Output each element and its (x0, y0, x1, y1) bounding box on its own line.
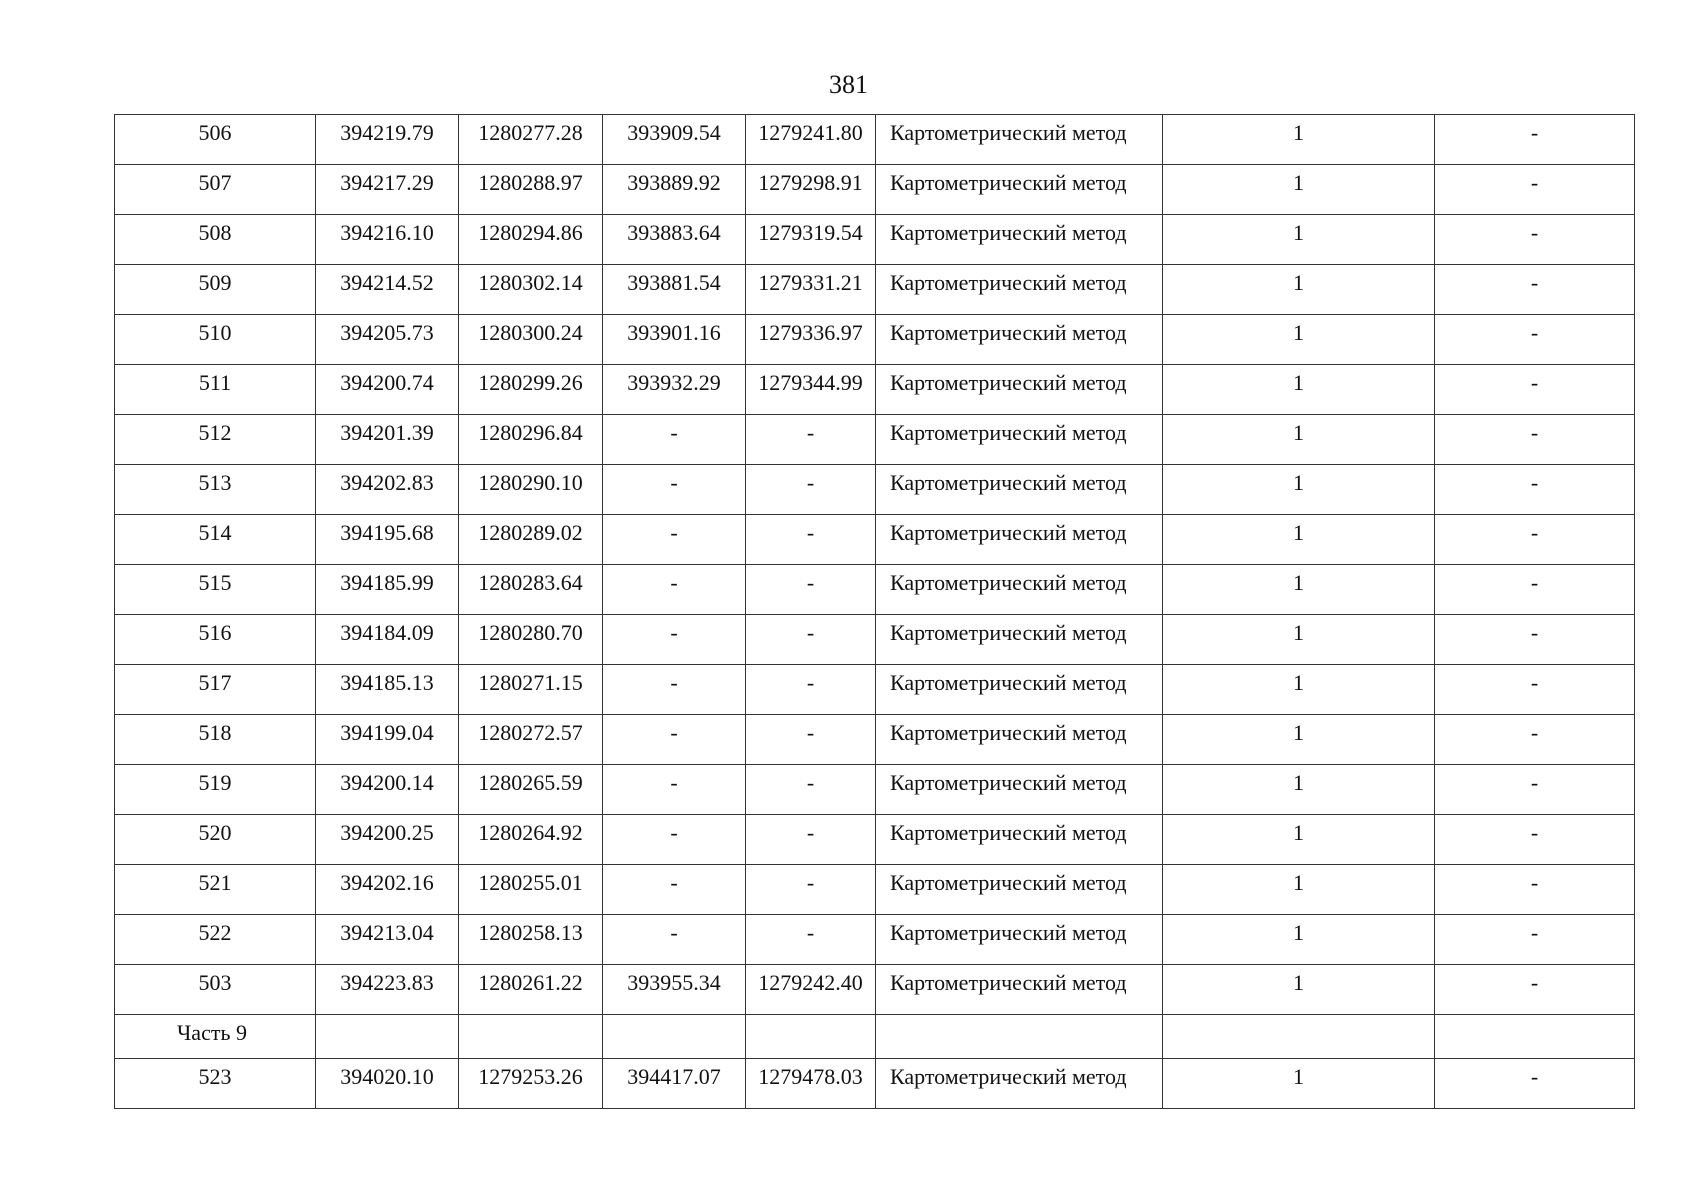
x-coordinate-2-cell: 393909.54 (603, 115, 746, 165)
method-cell: Картометрический метод (876, 365, 1163, 415)
point-number-cell: 509 (115, 265, 316, 315)
y-coordinate-2-cell: 1279242.40 (746, 965, 876, 1015)
x-coordinate-cell: 394184.09 (316, 615, 459, 665)
empty-cell (316, 1015, 459, 1059)
y-coordinate-cell: 1280265.59 (459, 765, 603, 815)
table-body (115, 115, 1635, 1109)
page-number: 381 (829, 70, 868, 99)
note-cell: - (1435, 615, 1635, 665)
note-cell: - (1435, 115, 1635, 165)
x-coordinate-2-cell: - (603, 765, 746, 815)
x-coordinate-2-cell: 393901.16 (603, 315, 746, 365)
note-cell: - (1435, 565, 1635, 615)
point-number-cell: 511 (115, 365, 316, 415)
x-coordinate-2-cell: - (603, 815, 746, 865)
method-cell: Картометрический метод (876, 815, 1163, 865)
x-coordinate-2-cell: - (603, 865, 746, 915)
accuracy-cell: 1 (1163, 915, 1435, 965)
table-row (115, 315, 1635, 365)
y-coordinate-2-cell: 1279319.54 (746, 215, 876, 265)
x-coordinate-2-cell: - (603, 665, 746, 715)
method-cell: Картометрический метод (876, 915, 1163, 965)
accuracy-cell: 1 (1163, 315, 1435, 365)
table-row (115, 915, 1635, 965)
x-coordinate-2-cell: 393955.34 (603, 965, 746, 1015)
empty-cell (746, 1015, 876, 1059)
note-cell: - (1435, 1059, 1635, 1109)
y-coordinate-cell: 1280296.84 (459, 415, 603, 465)
point-number-cell: 517 (115, 665, 316, 715)
x-coordinate-2-cell: 393881.54 (603, 265, 746, 315)
note-cell: - (1435, 915, 1635, 965)
point-number-cell: 521 (115, 865, 316, 915)
coordinates-table (114, 114, 1635, 1109)
note-cell: - (1435, 415, 1635, 465)
note-cell: - (1435, 815, 1635, 865)
x-coordinate-2-cell: 393883.64 (603, 215, 746, 265)
table-row (115, 1059, 1635, 1109)
y-coordinate-2-cell: - (746, 715, 876, 765)
x-coordinate-cell: 394185.99 (316, 565, 459, 615)
accuracy-cell: 1 (1163, 165, 1435, 215)
point-number-cell: 512 (115, 415, 316, 465)
y-coordinate-2-cell: - (746, 615, 876, 665)
accuracy-cell: 1 (1163, 215, 1435, 265)
y-coordinate-cell: 1280277.28 (459, 115, 603, 165)
method-cell: Картометрический метод (876, 865, 1163, 915)
y-coordinate-2-cell: 1279344.99 (746, 365, 876, 415)
note-cell: - (1435, 965, 1635, 1015)
y-coordinate-cell: 1280294.86 (459, 215, 603, 265)
y-coordinate-cell: 1280264.92 (459, 815, 603, 865)
y-coordinate-2-cell: - (746, 815, 876, 865)
accuracy-cell: 1 (1163, 565, 1435, 615)
y-coordinate-cell: 1280288.97 (459, 165, 603, 215)
method-cell: Картометрический метод (876, 415, 1163, 465)
x-coordinate-cell: 394202.83 (316, 465, 459, 515)
y-coordinate-2-cell: - (746, 765, 876, 815)
y-coordinate-cell: 1280290.10 (459, 465, 603, 515)
table-row (115, 465, 1635, 515)
accuracy-cell: 1 (1163, 865, 1435, 915)
x-coordinate-2-cell: - (603, 715, 746, 765)
note-cell: - (1435, 515, 1635, 565)
y-coordinate-2-cell: 1279298.91 (746, 165, 876, 215)
method-cell: Картометрический метод (876, 315, 1163, 365)
y-coordinate-cell: 1280271.15 (459, 665, 603, 715)
accuracy-cell: 1 (1163, 815, 1435, 865)
empty-cell (459, 1015, 603, 1059)
table-row (115, 665, 1635, 715)
y-coordinate-cell: 1280299.26 (459, 365, 603, 415)
x-coordinate-cell: 394217.29 (316, 165, 459, 215)
table-row (115, 765, 1635, 815)
point-number-cell: 503 (115, 965, 316, 1015)
point-number-cell: 520 (115, 815, 316, 865)
table-row (115, 515, 1635, 565)
method-cell: Картометрический метод (876, 165, 1163, 215)
y-coordinate-cell: 1280280.70 (459, 615, 603, 665)
x-coordinate-2-cell: 394417.07 (603, 1059, 746, 1109)
y-coordinate-2-cell: - (746, 665, 876, 715)
x-coordinate-2-cell: - (603, 565, 746, 615)
note-cell: - (1435, 315, 1635, 365)
method-cell: Картометрический метод (876, 215, 1163, 265)
point-number-cell: 516 (115, 615, 316, 665)
y-coordinate-cell: 1279253.26 (459, 1059, 603, 1109)
point-number-cell: 519 (115, 765, 316, 815)
y-coordinate-cell: 1280272.57 (459, 715, 603, 765)
x-coordinate-cell: 394200.14 (316, 765, 459, 815)
accuracy-cell: 1 (1163, 965, 1435, 1015)
point-number-cell: 522 (115, 915, 316, 965)
table-row (115, 615, 1635, 665)
x-coordinate-cell: 394200.25 (316, 815, 459, 865)
table-row (115, 865, 1635, 915)
method-cell: Картометрический метод (876, 715, 1163, 765)
y-coordinate-2-cell: 1279336.97 (746, 315, 876, 365)
accuracy-cell: 1 (1163, 615, 1435, 665)
note-cell: - (1435, 265, 1635, 315)
y-coordinate-cell: 1280261.22 (459, 965, 603, 1015)
method-cell: Картометрический метод (876, 615, 1163, 665)
accuracy-cell: 1 (1163, 115, 1435, 165)
y-coordinate-2-cell: - (746, 465, 876, 515)
table-row (115, 565, 1635, 615)
accuracy-cell: 1 (1163, 415, 1435, 465)
x-coordinate-2-cell: - (603, 915, 746, 965)
method-cell: Картометрический метод (876, 965, 1163, 1015)
y-coordinate-cell: 1280302.14 (459, 265, 603, 315)
point-number-cell: 507 (115, 165, 316, 215)
x-coordinate-2-cell: - (603, 465, 746, 515)
empty-cell (876, 1015, 1163, 1059)
x-coordinate-cell: 394219.79 (316, 115, 459, 165)
x-coordinate-cell: 394200.74 (316, 365, 459, 415)
y-coordinate-2-cell: - (746, 865, 876, 915)
x-coordinate-cell: 394216.10 (316, 215, 459, 265)
note-cell: - (1435, 765, 1635, 815)
method-cell: Картометрический метод (876, 465, 1163, 515)
accuracy-cell: 1 (1163, 715, 1435, 765)
point-number-cell: 508 (115, 215, 316, 265)
point-number-cell: 514 (115, 515, 316, 565)
note-cell: - (1435, 365, 1635, 415)
x-coordinate-cell: 394201.39 (316, 415, 459, 465)
accuracy-cell: 1 (1163, 265, 1435, 315)
section-row (115, 1015, 1635, 1059)
table-row (115, 415, 1635, 465)
table-row (115, 115, 1635, 165)
y-coordinate-cell: 1280300.24 (459, 315, 603, 365)
method-cell: Картометрический метод (876, 515, 1163, 565)
empty-cell (1435, 1015, 1635, 1059)
note-cell: - (1435, 665, 1635, 715)
x-coordinate-2-cell: - (603, 515, 746, 565)
x-coordinate-cell: 394195.68 (316, 515, 459, 565)
x-coordinate-cell: 394205.73 (316, 315, 459, 365)
y-coordinate-cell: 1280283.64 (459, 565, 603, 615)
x-coordinate-cell: 394223.83 (316, 965, 459, 1015)
y-coordinate-2-cell: - (746, 415, 876, 465)
accuracy-cell: 1 (1163, 1059, 1435, 1109)
accuracy-cell: 1 (1163, 765, 1435, 815)
accuracy-cell: 1 (1163, 365, 1435, 415)
accuracy-cell: 1 (1163, 515, 1435, 565)
empty-cell (603, 1015, 746, 1059)
y-coordinate-cell: 1280258.13 (459, 915, 603, 965)
x-coordinate-cell: 394020.10 (316, 1059, 459, 1109)
note-cell: - (1435, 165, 1635, 215)
x-coordinate-cell: 394185.13 (316, 665, 459, 715)
table-row (115, 715, 1635, 765)
section-label: Часть 9 (115, 1015, 316, 1059)
table-row (115, 215, 1635, 265)
method-cell: Картометрический метод (876, 665, 1163, 715)
y-coordinate-2-cell: - (746, 515, 876, 565)
x-coordinate-2-cell: - (603, 615, 746, 665)
x-coordinate-cell: 394214.52 (316, 265, 459, 315)
y-coordinate-2-cell: 1279478.03 (746, 1059, 876, 1109)
point-number-cell: 515 (115, 565, 316, 615)
table-row (115, 165, 1635, 215)
x-coordinate-2-cell: 393932.29 (603, 365, 746, 415)
accuracy-cell: 1 (1163, 665, 1435, 715)
empty-cell (1163, 1015, 1435, 1059)
method-cell: Картометрический метод (876, 265, 1163, 315)
note-cell: - (1435, 865, 1635, 915)
point-number-cell: 513 (115, 465, 316, 515)
method-cell: Картометрический метод (876, 1059, 1163, 1109)
x-coordinate-2-cell: 393889.92 (603, 165, 746, 215)
y-coordinate-2-cell: 1279241.80 (746, 115, 876, 165)
x-coordinate-cell: 394199.04 (316, 715, 459, 765)
table-row (115, 365, 1635, 415)
x-coordinate-cell: 394213.04 (316, 915, 459, 965)
point-number-cell: 523 (115, 1059, 316, 1109)
x-coordinate-2-cell: - (603, 415, 746, 465)
method-cell: Картометрический метод (876, 565, 1163, 615)
table-row (115, 815, 1635, 865)
y-coordinate-2-cell: - (746, 915, 876, 965)
table-row (115, 265, 1635, 315)
point-number-cell: 510 (115, 315, 316, 365)
method-cell: Картометрический метод (876, 765, 1163, 815)
note-cell: - (1435, 465, 1635, 515)
note-cell: - (1435, 215, 1635, 265)
point-number-cell: 506 (115, 115, 316, 165)
y-coordinate-cell: 1280255.01 (459, 865, 603, 915)
x-coordinate-cell: 394202.16 (316, 865, 459, 915)
y-coordinate-2-cell: 1279331.21 (746, 265, 876, 315)
note-cell: - (1435, 715, 1635, 765)
point-number-cell: 518 (115, 715, 316, 765)
y-coordinate-2-cell: - (746, 565, 876, 615)
table-row (115, 965, 1635, 1015)
method-cell: Картометрический метод (876, 115, 1163, 165)
accuracy-cell: 1 (1163, 465, 1435, 515)
y-coordinate-cell: 1280289.02 (459, 515, 603, 565)
